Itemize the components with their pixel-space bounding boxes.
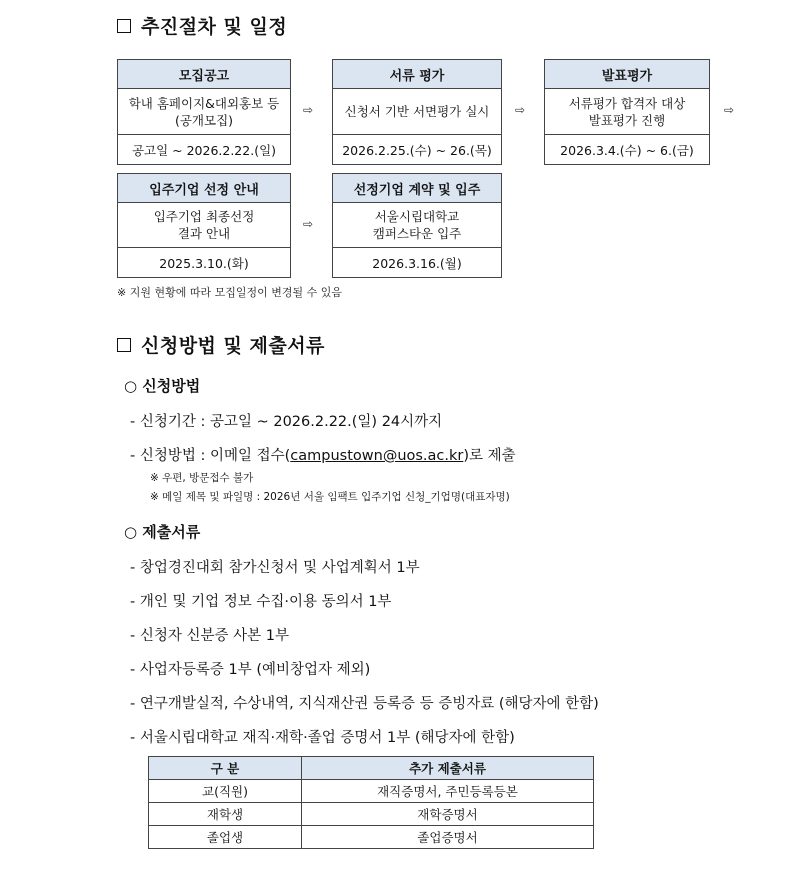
table-cell: 재학생 [149, 803, 302, 826]
arrow-right-icon: ⇨ [724, 103, 735, 117]
section-title-application [117, 331, 325, 358]
step-body: 입주기업 최종선정 결과 안내 [118, 203, 290, 248]
section-title-schedule [117, 12, 287, 39]
method-heading: ○ 신청방법 [124, 377, 201, 395]
step-header: 발표평가 [545, 60, 709, 89]
schedule-note: ※ 지원 현황에 따라 모집일정이 변경될 수 있음 [117, 286, 342, 299]
document-item: - 개인 및 기업 정보 수집·이용 동의서 1부 [130, 594, 392, 610]
arrow-right-icon: ⇨ [303, 103, 314, 117]
arrow-right-icon: ⇨ [303, 217, 314, 231]
document-item: - 창업경진대회 참가신청서 및 사업계획서 1부 [130, 560, 420, 576]
step-body: 신청서 기반 서면평가 실시 [333, 89, 501, 135]
step-body: 서류평가 합격자 대상 발표평가 진행 [545, 89, 709, 135]
step-box-contract-moving-in [332, 173, 502, 278]
step-box-selection-notice [117, 173, 291, 278]
step-date: 2026.2.25.(수) ~ 26.(목) [342, 143, 492, 158]
table-cell: 교(직원) [149, 780, 302, 803]
document-item: - 사업자등록증 1부 (예비창업자 제외) [130, 662, 371, 678]
section-title-text: 신청방법 및 제출서류 [141, 335, 325, 357]
method-note: ※ 우편, 방문접수 불가 [150, 472, 254, 484]
document-item: - 서울시립대학교 재직·재학·졸업 증명서 1부 (해당자에 한함) [130, 730, 515, 746]
document-item: - 신청자 신분증 사본 1부 [130, 628, 289, 644]
email-link[interactable]: campustown@uos.ac.kr [290, 448, 464, 464]
step-date: 공고일 ~ 2026.2.22.(일) [131, 143, 277, 158]
method-note: ※ 메일 제목 및 파일명 : 2026년 서울 임팩트 입주기업 신청_기업명(대표자명) [150, 491, 510, 503]
document-item: - 연구개발실적, 수상내역, 지식재산권 등록증 등 증빙자료 (해당자에 한함) [130, 696, 599, 712]
step-box-announcement [117, 59, 291, 165]
table-cell: 재직증명서, 주민등록등본 [302, 780, 594, 803]
section-title-text: 추진절차 및 일정 [141, 16, 288, 38]
table-cell: 졸업증명서 [302, 826, 594, 849]
step-header: 입주기업 선정 안내 [118, 174, 290, 203]
additional-documents-table [148, 756, 594, 849]
application-period: - 신청기간 : 공고일 ~ 2026.2.22.(일) 24시까지 [130, 414, 443, 430]
arrow-right-icon: ⇨ [515, 103, 526, 117]
table-row [149, 780, 594, 803]
table-row [149, 803, 594, 826]
checkbox-square-icon [117, 19, 131, 33]
step-header: 모집공고 [118, 60, 290, 89]
step-date: 2026.3.4.(수) ~ 6.(금) [560, 143, 694, 158]
application-method [130, 444, 516, 465]
table-cell: 졸업생 [149, 826, 302, 849]
table-row [149, 826, 594, 849]
method-prefix: - 신청방법 : 이메일 접수( [130, 448, 291, 464]
table-cell: 재학증명서 [302, 803, 594, 826]
step-box-presentation [544, 59, 710, 165]
step-box-document-review [332, 59, 502, 165]
step-body: 학내 홈페이지&대외홍보 등 (공개모집) [118, 89, 290, 135]
step-header: 선정기업 계약 및 입주 [333, 174, 501, 203]
table-header: 구 분 [149, 757, 302, 780]
checkbox-square-icon [117, 338, 131, 352]
method-suffix: )로 제출 [463, 448, 516, 464]
step-header: 서류 평가 [333, 60, 501, 89]
table-header: 추가 제출서류 [302, 757, 594, 780]
step-date: 2026.3.16.(월) [372, 256, 462, 271]
documents-heading: ○ 제출서류 [124, 523, 201, 541]
step-date: 2025.3.10.(화) [159, 256, 249, 271]
table-header-row [149, 757, 594, 780]
step-body: 서울시립대학교 캠퍼스타운 입주 [333, 203, 501, 248]
